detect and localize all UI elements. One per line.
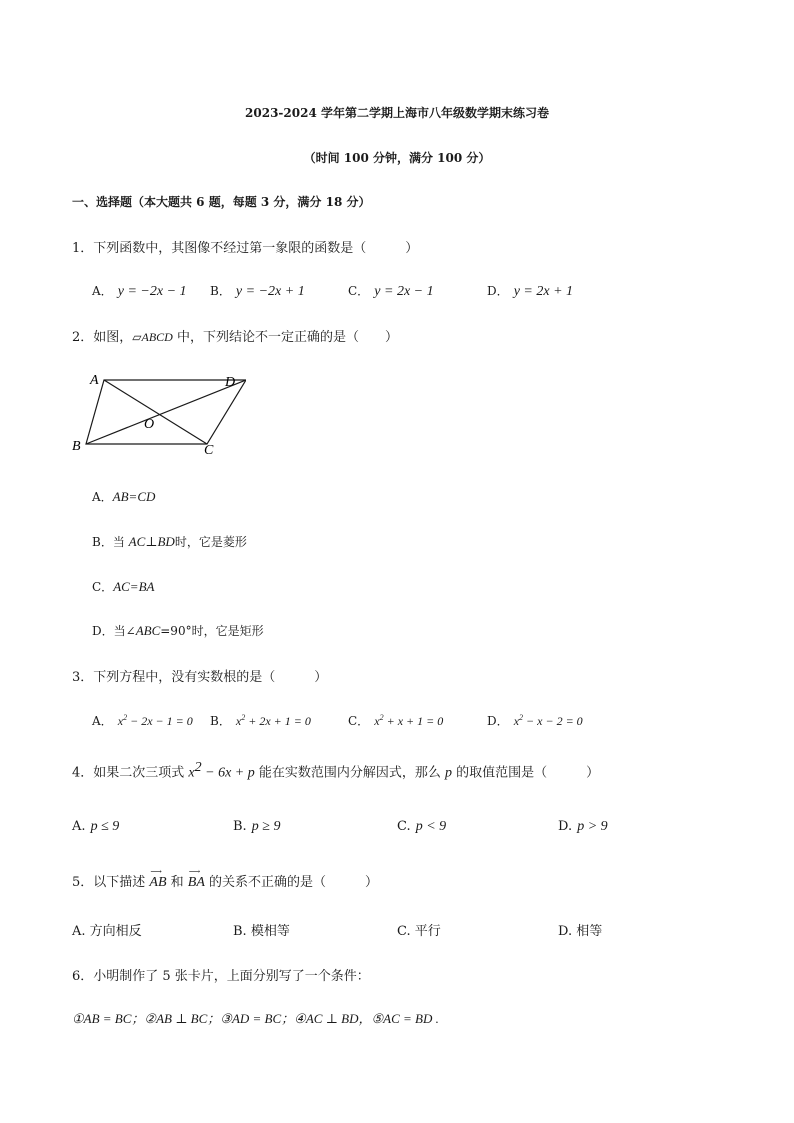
question-6-conditions: ①AB = BC；②AB ⊥ BC；③AD = BC；④AC ⊥ BD，⑤AC = BD . bbox=[72, 1011, 439, 1026]
q3-b-sup: 2 bbox=[241, 713, 246, 722]
q4-option-c-label: C. bbox=[397, 819, 411, 834]
question-4-options bbox=[0, 815, 794, 837]
q1-option-a-expr: y = −2x − 1 bbox=[117, 284, 187, 299]
q2-option-d-post: =90°时，它是矩形 bbox=[160, 624, 264, 638]
q4-stem-expr: − 6x + p bbox=[201, 765, 255, 781]
q4-option-b[interactable] bbox=[233, 815, 280, 835]
q2-option-a-text: AB=CD bbox=[112, 489, 156, 504]
q4-stem-x: x bbox=[188, 765, 195, 781]
q2-option-b-math: AC⊥BD bbox=[128, 534, 175, 549]
q4-option-d[interactable] bbox=[558, 815, 608, 835]
q4-stem-sup: 2 bbox=[194, 760, 202, 775]
q4-stem-pre: 4．如果二次三项式 bbox=[72, 765, 189, 781]
q3-d-sup: 2 bbox=[519, 713, 524, 722]
q2-stem-pre: 2．如图， bbox=[72, 330, 133, 345]
q2-option-a-label: A． bbox=[92, 490, 113, 504]
q3-c-x: x bbox=[374, 714, 380, 728]
q4-option-a-label: A. bbox=[72, 819, 86, 834]
diagonal-ac bbox=[104, 380, 207, 444]
q2-option-c-label: C． bbox=[92, 580, 114, 594]
q2-option-c-text: AC=BA bbox=[113, 579, 155, 594]
q3-option-d-expr bbox=[514, 714, 583, 728]
q4-stem-p: p bbox=[445, 765, 452, 781]
q3-a-sup: 2 bbox=[123, 713, 128, 722]
question-5-stem bbox=[72, 867, 379, 891]
q2-stem-math: ▱ABCD bbox=[132, 330, 173, 344]
q2-option-a[interactable] bbox=[92, 488, 155, 505]
q3-option-b[interactable] bbox=[210, 710, 311, 729]
q3-b-x: x bbox=[235, 714, 242, 728]
q2-option-d-label: D． bbox=[92, 624, 114, 638]
q1-option-d[interactable] bbox=[487, 280, 573, 300]
question-5-options bbox=[0, 920, 794, 942]
q2-option-d-math: ABC bbox=[135, 623, 161, 638]
diagonal-bd bbox=[86, 380, 246, 444]
q4-option-d-label: D. bbox=[558, 819, 573, 834]
q4-option-b-label: B. bbox=[233, 819, 247, 834]
q5-option-a-text: 方向相反 bbox=[89, 924, 142, 939]
q3-a-post: − 2x − 1 = 0 bbox=[127, 714, 193, 728]
vertex-c-label: C bbox=[204, 443, 214, 458]
q1-option-c[interactable] bbox=[348, 280, 434, 300]
q4-option-c[interactable] bbox=[397, 815, 446, 835]
q5-option-b-text: 模相等 bbox=[250, 924, 290, 939]
q5-option-b-label: B. bbox=[233, 924, 247, 939]
vector-ab-text: AB bbox=[149, 875, 167, 890]
question-3-options bbox=[0, 710, 794, 732]
q4-stem-post: 的取值范围是（ ） bbox=[452, 765, 600, 781]
vector-arrow-icon: ⟶ bbox=[188, 867, 200, 876]
vertex-d-label: D bbox=[225, 375, 236, 390]
q5-option-d[interactable] bbox=[558, 920, 602, 939]
q4-option-a[interactable] bbox=[72, 815, 119, 835]
q5-option-d-label: D. bbox=[558, 924, 573, 939]
question-3-stem: 3．下列方程中，没有实数根的是（ ） bbox=[72, 670, 328, 685]
q4-option-b-expr: p ≥ 9 bbox=[251, 819, 281, 834]
vector-ba-text: BA bbox=[187, 875, 205, 890]
q1-option-b-expr: y = −2x + 1 bbox=[235, 284, 305, 299]
vector-arrow-icon: ⟶ bbox=[150, 867, 161, 876]
q3-option-a-expr bbox=[118, 714, 193, 728]
parallelogram-figure bbox=[66, 366, 246, 458]
vector-ba bbox=[187, 867, 205, 891]
q1-option-b-label: B． bbox=[210, 284, 231, 298]
q2-stem-post: 中，下列结论不一定正确的是（ ） bbox=[172, 330, 398, 345]
vertex-b-label: B bbox=[72, 439, 81, 454]
q5-option-c[interactable] bbox=[397, 920, 441, 939]
q5-option-d-text: 相等 bbox=[576, 924, 603, 939]
q2-option-d-pre: 当∠ bbox=[113, 624, 136, 638]
q4-stem-mid: 能在实数范围内分解因式，那么 bbox=[254, 765, 445, 781]
q3-d-post: − x − 2 = 0 bbox=[523, 714, 583, 728]
q3-option-b-label: B． bbox=[210, 714, 231, 728]
q3-option-d-label: D． bbox=[487, 714, 509, 728]
q4-option-c-expr: p < 9 bbox=[415, 819, 447, 834]
q3-d-x: x bbox=[513, 714, 520, 728]
q3-option-c-expr bbox=[374, 714, 443, 728]
q5-stem-pre: 5．以下描述 bbox=[72, 875, 150, 890]
question-4-stem bbox=[72, 760, 599, 781]
q3-option-d[interactable] bbox=[487, 710, 583, 729]
q3-option-c-label: C． bbox=[348, 714, 370, 728]
q3-a-x: x bbox=[117, 714, 124, 728]
q2-option-d[interactable] bbox=[92, 622, 264, 639]
q5-option-c-text: 平行 bbox=[414, 924, 441, 939]
section-heading: 一、选择题（本大题共 6 题，每题 3 分，满分 18 分） bbox=[72, 195, 371, 209]
q1-option-a-label: A． bbox=[92, 284, 113, 298]
q4-option-a-expr: p ≤ 9 bbox=[90, 819, 120, 834]
question-2-stem bbox=[72, 326, 398, 345]
q4-option-d-expr: p > 9 bbox=[577, 819, 608, 834]
q5-option-c-label: C. bbox=[397, 924, 411, 939]
q2-option-b-label: B． bbox=[92, 535, 113, 549]
q3-b-post: + 2x + 1 = 0 bbox=[245, 714, 311, 728]
question-1-stem: 1．下列函数中，其图像不经过第一象限的函数是（ ） bbox=[72, 241, 419, 256]
q3-c-sup: 2 bbox=[379, 713, 384, 722]
q1-option-c-label: C． bbox=[348, 284, 370, 298]
q5-option-a-label: A. bbox=[72, 924, 86, 939]
q1-option-d-expr: y = 2x + 1 bbox=[513, 284, 574, 299]
question-1-options bbox=[0, 280, 794, 302]
q5-stem-post: 的关系不正确的是（ ） bbox=[204, 875, 379, 890]
q2-option-b-pre: 当 bbox=[112, 535, 129, 549]
q3-option-b-expr bbox=[236, 714, 311, 728]
center-o-label: O bbox=[144, 417, 155, 432]
q3-option-c[interactable] bbox=[348, 710, 443, 729]
page-subtitle: （时间 100 分钟，满分 100 分） bbox=[303, 151, 491, 165]
q1-option-c-expr: y = 2x − 1 bbox=[374, 284, 434, 299]
vector-ab bbox=[149, 867, 167, 891]
q1-option-a[interactable] bbox=[92, 280, 187, 300]
q5-option-b[interactable] bbox=[233, 920, 290, 939]
q1-option-b[interactable] bbox=[210, 280, 305, 300]
q3-option-a-label: A． bbox=[92, 714, 113, 728]
q3-c-post: + x + 1 = 0 bbox=[383, 714, 444, 728]
page-title: 2023-2024 学年第二学期上海市八年级数学期末练习卷 bbox=[245, 106, 549, 120]
q5-stem-mid: 和 bbox=[166, 875, 188, 890]
q2-option-b-post: 时，它是菱形 bbox=[174, 535, 247, 549]
question-6-stem: 6．小明制作了 5 张卡片，上面分别写了一个条件： bbox=[72, 969, 370, 984]
vertex-a-label: A bbox=[90, 373, 99, 388]
q5-option-a[interactable] bbox=[72, 920, 142, 939]
q3-option-a[interactable] bbox=[92, 710, 193, 729]
q2-option-c[interactable] bbox=[92, 578, 154, 595]
q2-option-b[interactable] bbox=[92, 533, 247, 550]
q1-option-d-label: D． bbox=[487, 284, 509, 298]
